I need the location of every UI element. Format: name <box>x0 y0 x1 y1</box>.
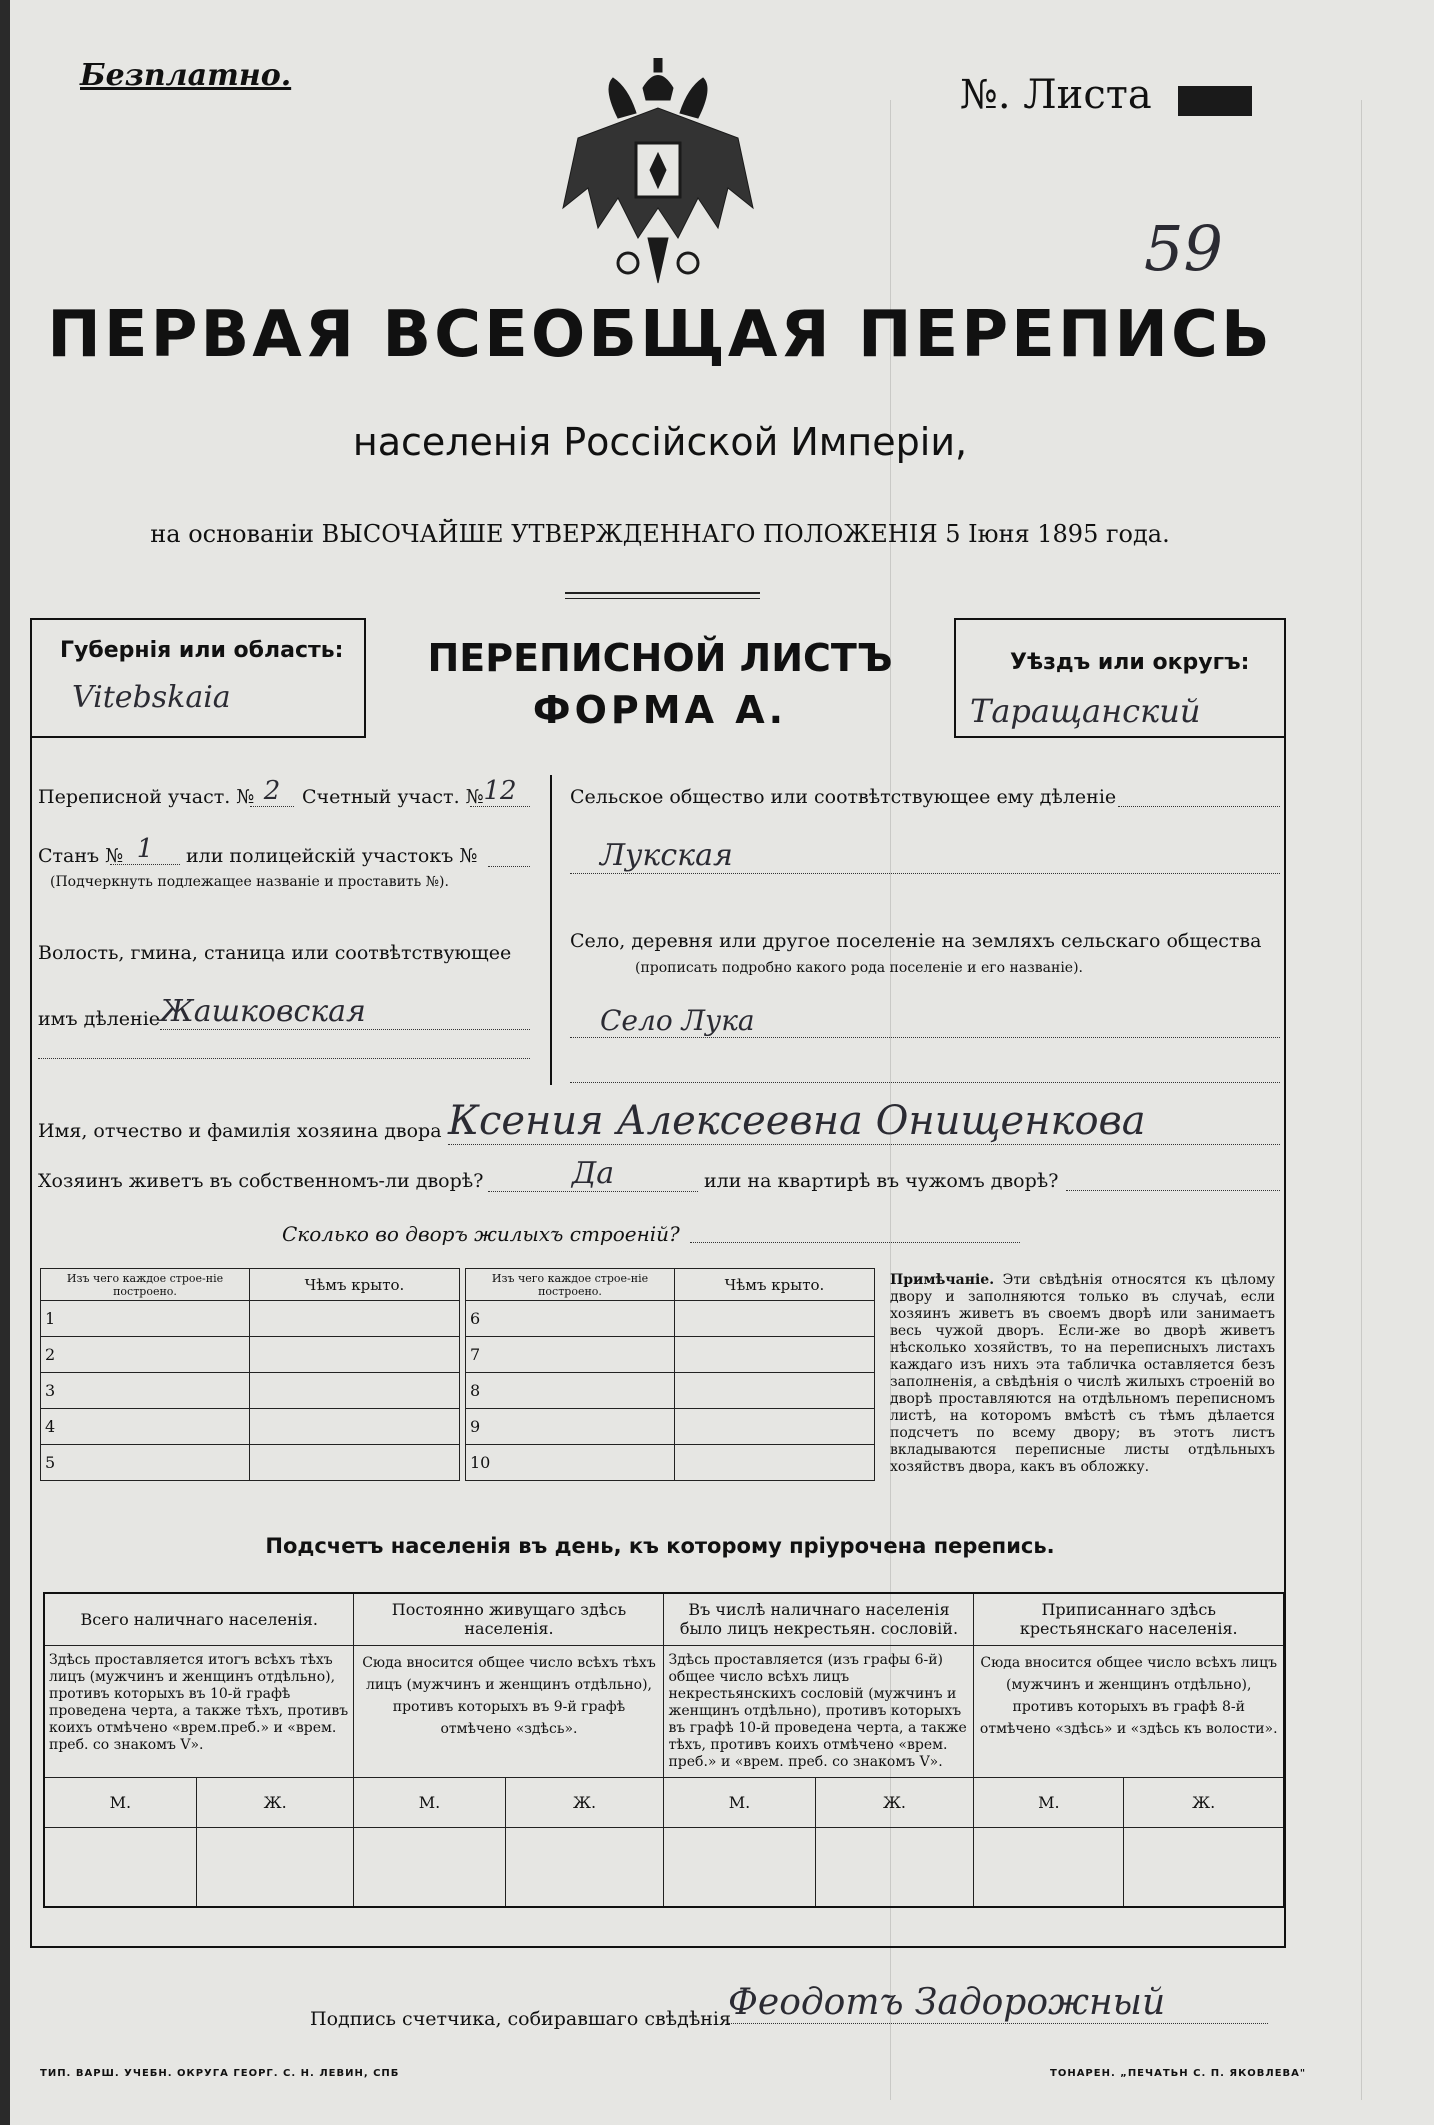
row-number: 3 <box>41 1373 250 1409</box>
stan-label: Станъ № <box>38 845 124 867</box>
col-nonpeasant-title: Въ числѣ наличнаго населенія было лицъ некрестьян. сословій. <box>664 1593 974 1645</box>
col-material: Изъ чего каждое строе-ніе построено. <box>466 1269 675 1301</box>
rule <box>954 736 1284 738</box>
double-headed-eagle-emblem <box>558 58 758 288</box>
buildings-line <box>690 1242 1020 1243</box>
sheet-number: 59 <box>1144 212 1223 285</box>
col-roof: Чѣмъ крыто. <box>250 1269 460 1301</box>
volost-extra-line <box>38 1058 530 1059</box>
sheet-title: ПЕРЕПИСНОЙ ЛИСТЪ <box>427 636 893 680</box>
rule <box>30 736 366 738</box>
col-permanent-desc: Сюда вносится общее число всѣхъ тѣхъ лицъ (мужчинъ и женщинъ отдѣльно), противъ которыхъ въ 9-й графѣ отмѣчено «здѣсь». <box>354 1645 664 1777</box>
census-area-label: Переписной участ. № <box>38 786 255 808</box>
row-number: 5 <box>41 1445 250 1481</box>
count-cell[interactable] <box>505 1827 664 1907</box>
stan-note: (Подчеркнуть подлежащее названіе и проставить №). <box>50 874 449 890</box>
volost-label-2: имъ дѣленіе <box>38 1008 161 1030</box>
stan-value: 1 <box>110 834 180 865</box>
form-label: ФОРМА А. <box>532 688 788 732</box>
col-total-desc: Здѣсь проставляется итогъ всѣхъ тѣхъ лицъ (мужчинъ и женщинъ отдѣльно), противъ которыхъ въ 10-й графѣ проведена черта, а также тѣхъ, противъ коихъ отмѣчено «врем.преб.» и «врем. преб. со знакомъ V». <box>44 1645 354 1777</box>
col-permanent-title: Постоянно живущаго здѣсь населенія. <box>354 1593 664 1645</box>
owns-or-label: или на квартирѣ въ чужомъ дворѣ? <box>704 1170 1059 1192</box>
row-number: 8 <box>466 1373 675 1409</box>
legal-basis: на основаніи ВЫСОЧАЙШЕ УТВЕРЖДЕННАГО ПОЛОЖЕНІЯ 5 Іюня 1895 года. <box>150 520 1170 548</box>
rule <box>954 618 1284 620</box>
population-heading: Подсчетъ населенія въ день, къ которому пріурочена перепись. <box>265 1534 1055 1558</box>
roof-cell[interactable] <box>675 1409 875 1445</box>
note-heading: Примѣчаніе. <box>890 1272 995 1288</box>
page-subtitle: населенія Россійской Имперіи, <box>352 420 968 464</box>
owner-label: Имя, отчество и фамилія хозяина двора <box>38 1120 442 1142</box>
count-cell[interactable] <box>815 1827 974 1907</box>
population-table <box>43 1592 1285 1908</box>
owns-or-line <box>1066 1190 1280 1191</box>
male-header: М. <box>44 1777 196 1827</box>
row-number: 2 <box>41 1337 250 1373</box>
buildings-label: Сколько во дворъ жилыхъ строеній? <box>282 1222 680 1246</box>
governorate-label: Губернія или область: <box>60 638 344 663</box>
buildings-note <box>890 1272 1275 1476</box>
male-header: М. <box>354 1777 505 1827</box>
volost-value: Жашковская <box>160 994 530 1030</box>
female-header: Ж. <box>1124 1777 1284 1827</box>
buildings-table-right <box>465 1268 875 1481</box>
col-total-title: Всего наличнаго населенія. <box>44 1593 354 1645</box>
row-number: 7 <box>466 1337 675 1373</box>
village-label: Село, деревня или другое поселеніе на земляхъ сельскаго общества <box>570 930 1262 952</box>
free-label: Безплатно. <box>80 58 292 93</box>
signature-label: Подпись счетчика, собиравшаго свѣдѣнія <box>310 2008 731 2030</box>
roof-cell[interactable] <box>675 1337 875 1373</box>
rule <box>550 775 552 1085</box>
col-roof: Чѣмъ крыто. <box>675 1269 875 1301</box>
row-number: 1 <box>41 1301 250 1337</box>
roof-cell[interactable] <box>250 1409 460 1445</box>
roof-cell[interactable] <box>675 1301 875 1337</box>
owner-value: Ксения Алексеевна Онищенкова <box>448 1098 1280 1145</box>
signature-value: Феодотъ Задорожный <box>728 1982 1268 2024</box>
owns-value: Да <box>488 1156 698 1192</box>
count-cell[interactable] <box>44 1827 196 1907</box>
col-peasant-title: Приписаннаго здѣсь крестьянскаго населенія. <box>974 1593 1284 1645</box>
village-society-line <box>1118 806 1280 807</box>
stan-or-label: или полицейскій участокъ № <box>186 845 478 867</box>
owns-label: Хозяинъ живетъ въ собственномъ-ли дворѣ? <box>38 1170 484 1192</box>
roof-cell[interactable] <box>250 1373 460 1409</box>
sheet-no-label: №. Листа <box>960 72 1152 118</box>
rule <box>30 1946 1286 1948</box>
row-number: 4 <box>41 1409 250 1445</box>
village-society-label: Сельское общество или соотвѣтствующее ему дѣленіе <box>570 786 1117 808</box>
roof-cell[interactable] <box>250 1337 460 1373</box>
col-nonpeasant-desc: Здѣсь проставляется (изъ графы 6-й) общее число всѣхъ лицъ некрестьянскихъ сословій (мужчинъ и женщинъ отдѣльно), противъ которыхъ въ графѣ 10-й проведена черта, а также тѣхъ, противъ коихъ отмѣчено «врем. преб.» и «врем. преб. со знакомъ V». <box>664 1645 974 1777</box>
roof-cell[interactable] <box>675 1445 875 1481</box>
village-note: (прописать подробно какого рода поселеніе и его названіе). <box>635 960 1083 976</box>
count-cell[interactable] <box>664 1827 815 1907</box>
governorate-value: Vitebskaia <box>72 680 231 715</box>
count-cell[interactable] <box>354 1827 505 1907</box>
buildings-table-left <box>40 1268 460 1481</box>
census-sheet <box>10 0 1434 2125</box>
row-number: 10 <box>466 1445 675 1481</box>
count-cell[interactable] <box>974 1827 1124 1907</box>
count-cell[interactable] <box>1124 1827 1284 1907</box>
row-number: 6 <box>466 1301 675 1337</box>
count-area-label: Счетный участ. № <box>302 786 484 808</box>
col-material: Изъ чего каждое строе-ніе построено. <box>41 1269 250 1301</box>
village-society-value: Лукская <box>570 838 1280 874</box>
printer-left: ТИП. ВАРШ. УЧЕБН. ОКРУГА ГЕОРГ. С. Н. ЛЕВИН, СПБ <box>40 2068 400 2079</box>
female-header: Ж. <box>815 1777 974 1827</box>
rule <box>30 618 32 1948</box>
row-number: 9 <box>466 1409 675 1445</box>
roof-cell[interactable] <box>675 1373 875 1409</box>
rule <box>30 618 366 620</box>
roof-cell[interactable] <box>250 1301 460 1337</box>
volost-label: Волость, гмина, станица или соотвѣтствующее <box>38 942 512 964</box>
male-header: М. <box>664 1777 815 1827</box>
roof-cell[interactable] <box>250 1445 460 1481</box>
printer-right: ТОНАРЕН. „ПЕЧАТЬН С. П. ЯКОВЛЕВА" <box>1050 2068 1307 2079</box>
male-header: М. <box>974 1777 1124 1827</box>
district-value: Таращанский <box>970 692 1201 730</box>
note-text: Эти свѣдѣнія относятся къ цѣлому двору и заполняются только въ случаѣ, если хозяинъ живетъ въ своемъ дворѣ или занимаетъ весь чужой дворъ. Если-же во дворѣ живетъ нѣсколько хозяйствъ, то на переписныхъ листахъ каждаго изъ нихъ эта табличка оставляется безъ заполненія, а свѣдѣнія о числѣ жилыхъ строеній во дворѣ проставляются на отдѣльномъ переписномъ листѣ, на которомъ вмѣстѣ съ тѣмъ дѣлается подсчетъ по всему двору; въ этотъ листъ вкладываются переписные листы отдѣльныхъ хозяйствъ двора, какъ въ обложку. <box>890 1272 1275 1475</box>
police-area-line <box>488 848 530 867</box>
ornament-divider <box>565 592 760 599</box>
female-header: Ж. <box>505 1777 664 1827</box>
count-area-value: 12 <box>470 776 530 807</box>
village-value: Село Лука <box>570 1004 1280 1038</box>
redaction-mark <box>1178 86 1252 116</box>
page-title: ПЕРВАЯ ВСЕОБЩАЯ ПЕРЕПИСЬ <box>47 298 1273 372</box>
village-extra-line <box>570 1082 1280 1083</box>
district-label: Уѣздъ или округъ: <box>1010 650 1250 675</box>
female-header: Ж. <box>196 1777 354 1827</box>
col-peasant-desc: Сюда вносится общее число всѣхъ лицъ (мужчинъ и женщинъ отдѣльно), противъ которыхъ въ графѣ 8-й отмѣчено «здѣсь» и «здѣсь къ волости». <box>974 1645 1284 1777</box>
census-area-value: 2 <box>250 776 294 807</box>
count-cell[interactable] <box>196 1827 354 1907</box>
